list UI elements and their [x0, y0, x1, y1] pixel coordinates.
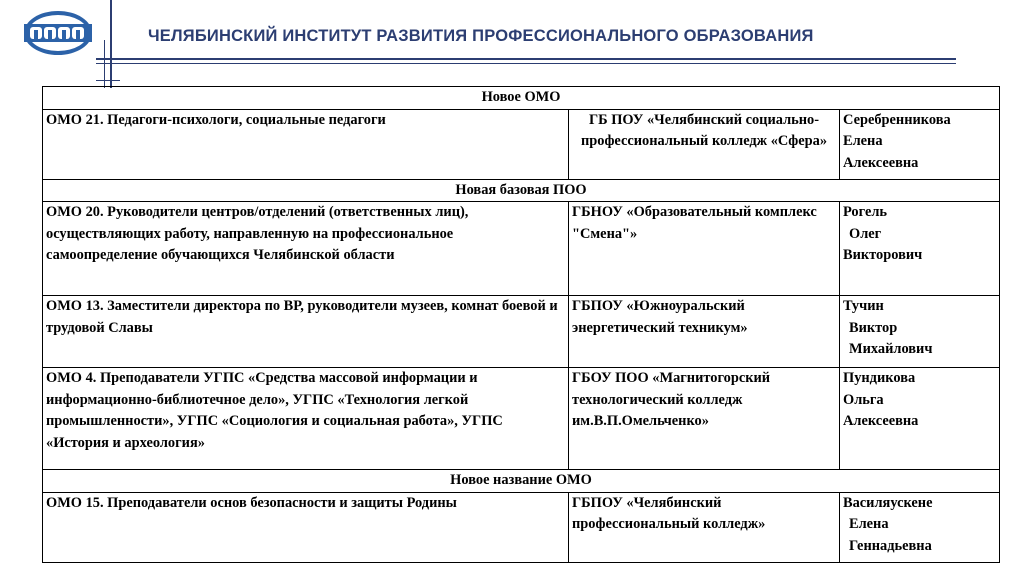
section-heading: Новая базовая ПОО — [43, 179, 1000, 202]
person-patronymic: Алексеевна — [843, 154, 919, 171]
person-name: Олег — [849, 225, 882, 242]
organization-cell: ГБНОУ «Образовательный комплекс "Смена"» — [569, 202, 840, 296]
header-horizontal-rule — [96, 58, 956, 60]
person-cell — [840, 296, 1000, 368]
header-vertical-rule — [110, 0, 112, 88]
table-row — [43, 109, 1000, 179]
person-surname: Серебренникова — [843, 111, 951, 128]
table-row — [43, 296, 1000, 368]
organization-cell: ГБПОУ «Южноуральский энергетический техникум» — [569, 296, 840, 368]
person-name: Елена — [843, 133, 883, 149]
institute-logo — [22, 8, 94, 58]
section-heading: Новое ОМО — [43, 87, 1000, 110]
person-cell — [840, 109, 1000, 179]
omo-cell: ОМО 21. Педагоги-психологи, социальные педагоги — [43, 109, 569, 179]
person-patronymic: Алексеевна — [843, 413, 919, 429]
table-row — [43, 492, 1000, 562]
organization-cell: ГБОУ ПОО «Магнитогорский технологический колледж им.В.П.Омельченко» — [569, 368, 840, 470]
person-surname: Василяускене — [843, 494, 933, 511]
person-name: Ольга — [843, 391, 884, 408]
person-name: Виктор — [849, 319, 898, 336]
person-patronymic: Геннадьевна — [849, 537, 932, 554]
person-surname: Рогель — [843, 204, 888, 220]
header-horizontal-rule-thin — [96, 63, 956, 64]
section-header-row — [43, 470, 1000, 493]
person-patronymic: Викторович — [843, 247, 923, 263]
omo-cell: ОМО 15. Преподаватели основ безопасности и защиты Родины — [43, 492, 569, 562]
person-patronymic: Михайлович — [849, 341, 933, 357]
section-heading: Новое название ОМО — [43, 470, 1000, 493]
person-surname: Пундикова — [843, 370, 916, 386]
person-cell — [840, 202, 1000, 296]
omo-cell: ОМО 13. Заместители директора по ВР, руководители музеев, комнат боевой и трудовой Славы — [43, 296, 569, 368]
person-cell — [840, 368, 1000, 470]
omo-table — [42, 86, 1000, 563]
person-surname: Тучин — [843, 298, 884, 314]
page-title: ЧЕЛЯБИНСКИЙ ИНСТИТУТ РАЗВИТИЯ ПРОФЕССИОНАЛЬНОГО ОБРАЗОВАНИЯ — [148, 27, 814, 45]
section-header-row — [43, 179, 1000, 202]
person-cell — [840, 492, 1000, 562]
person-name: Елена — [849, 516, 889, 532]
section-header-row — [43, 87, 1000, 110]
organization-cell: ГБ ПОУ «Челябинский социально-профессиональный колледж «Сфера» — [569, 109, 840, 179]
omo-cell: ОМО 4. Преподаватели УГПС «Средства массовой информации и информационно-библиотечное дело», УГПС «Технология легкой промышленности», УГПС «Социология и социальная работа», УГПС «История и археология» — [43, 368, 569, 470]
organization-cell: ГБПОУ «Челябинский профессиональный колледж» — [569, 492, 840, 562]
table-row — [43, 368, 1000, 470]
omo-cell: ОМО 20. Руководители центров/отделений (ответственных лиц), осуществляющих работу, направленную на профессиональное самоопределение обучающихся Челябинской области — [43, 202, 569, 296]
header-corner-rule — [96, 80, 120, 81]
table-row — [43, 202, 1000, 296]
